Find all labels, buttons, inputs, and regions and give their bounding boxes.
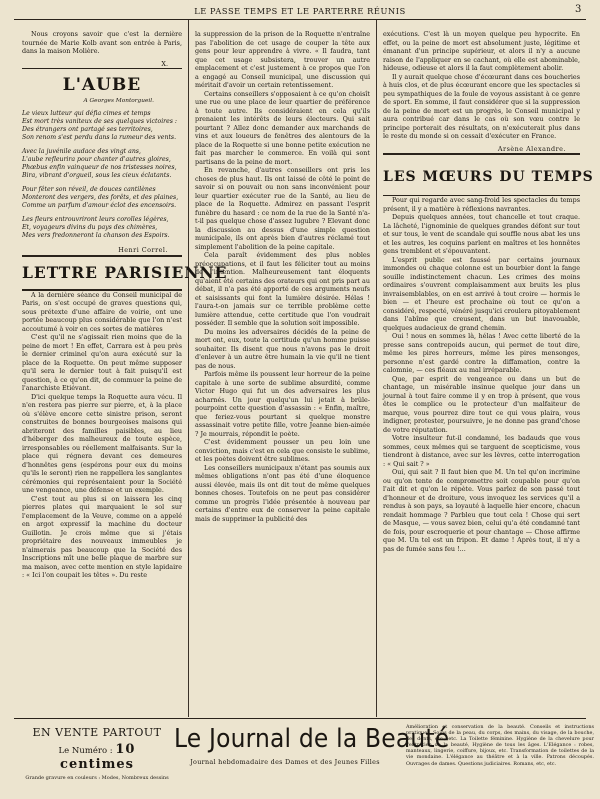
aube-title: L'AUBE [22,68,182,95]
article-paragraph: C'est tout au plus si on laissera les cinq pierres plates qui marquaient le sol sur l'emplacement de la Veuve, comme on a appelé en argot expressif la machine du docteur Guillotin. Je crois même que si j'étais propriétaire des nouveaux immeubles je n'aimerais pas beaucoup que la Société des Inscriptions mît une belle plaque de marbre sur ma maison, avec cette mention en style lapidaire : « Ici l'on coupait les têtes ». Du reste [22,494,182,579]
article-paragraph: Certains conseillers s'opposaient à ce qu'on choisît une rue ou une place de leur quartier de préférence à toute autre. Ils considéraient en cela qu'ils prenaient les intérêts de leurs électeurs. Qui sait pourtant ? Allez donc demander aux marchands de vins et aux loueurs de fenêtres des alentours de la place de la Roquette si une bonne petite exécution ne fait pas marcher le commerce. En voilà qui sont partisans de la peine de mort. [195,89,370,166]
footer-rule [14,718,586,719]
article-signature: Arsène Alexandre. [497,144,566,153]
header-title: LE PASSE TEMPS ET LE PARTERRE RÉUNIS [194,5,406,16]
ad-title-block [174,722,450,766]
article-paragraph: Les conseillers municipaux n'étant pas soumis aux mêmes obligations n'ont pas été d'une éloquence aussi élevée, mais ils ont dit tout de même quelques bonnes choses. Toutefois on ne peut pas considérer comme un progrès l'idée présentée à nouveau par certains d'entre eux de conserver la peine capitale mais de supprimer la publicité des [195,463,370,523]
article-paragraph: Depuis quelques années, tout chancelle et tout craque. La lâcheté, l'ignominie de quelques grandes défont sur tout et sur tous, le vent de scandale qui souffle nous abat les uns et les autres, les coquins parlent en maîtres et les honnêtes gens tremblent et s'épouvantent. [383,213,580,255]
poem-line: Le vieux lutteur qui défia cimes et temps [22,110,151,117]
column-1 [22,22,228,717]
running-header [14,4,586,17]
column-divider-1 [188,20,189,717]
poem-line: Avec la juvénile audace des vingt ans, [22,148,141,155]
intro-paragraph: Nous croyons savoir que c'est la dernière tournée de Marie Kolb avant son entrée à Paris, dans la maison Molière. [22,30,182,55]
poem-line: Monteront des vergers, des forêts, et des plaines, [22,194,179,201]
article-paragraph: Cela paraît évidemment des plus nobles préoccupations, et il faut les féliciter tout au moins de l'intention. Malheureusement tant éloquents qu'aient été certains des orateurs qui ont pris part au débat, il n'a pas été apporté de ces arguments neufs et saisissants qui font la lumière désirée. Hélas ! l'aura-t-on jamais sur ce terrible problème cette lumière attendue, cette certitude que l'on voudrait posséder. Il semble que la solution soit impossible. [195,251,370,327]
gravures-note: Grande gravure en couleurs : Modes, Nombreux dessins [25,775,169,781]
poem-line: Des étrangers ont partagé ses territoires, [22,126,153,133]
article-paragraph: Que, par esprit de vengeance ou dans un but de chantage, un misérable insinue quelque jour dans un journal à tout faire comme il y en trop à présent, que vous êtes le complice ou le protecteur d'un malfaiteur de marque, vous pourrez dire tout ce qui vous plaira, vous indigner, protester, poursuivre, je ne donne pas grand'chose de votre réputation. [383,374,580,434]
journal-de-la-beaute-title: Le Journal de la Beauté [174,724,450,754]
article-paragraph: Il y aurait quelque chose d'écœurant dans ces boucheries à huis clos, et de plus écœurant encore que les spectacles si peu sympathiques de la foule de voyous assistant à ce genre de sport. En somme, il faut considérer que si la suppression de la peine de mort est un progrès, le Conseil municipal y aura contribué car dans le cas où son vœu contre le principe porterait des résultats, on n'exécuterait plus dans le reste du monde si on cessait d'exécuter en France. [383,72,580,140]
ad-left-block [22,726,172,781]
article-paragraph: exécutions. C'est là un moyen quelque peu hypocrite. En effet, ou la peine de mort est absolument juste, légitime et émanant d'un principe supérieur, et alors il n'y a aucune raison de l'appliquer en se cachant, où elle est abominable, hideuse, odieuse et alors il la faut complètement abolir. [383,30,580,72]
poem-line: Et, voyageurs divins du pays des chimères, [22,224,158,231]
poem-line: Son renom s'est perdu dans la rumeur des vents. [22,134,177,141]
numero-price: 10 centimes [60,742,136,772]
article-paragraph: Parfois même ils poussent leur horreur de la peine capitale à une sorte de sublime absurdité, comme Victor Hugo qui fut un des adversaires les plus acharnés. Un jour quelqu'un lui jetait à brûle-pourpoint cette question d'assassin : « Enfin, maître, que feriez-vous pourtant si quelque monstre assassinait votre petite fille, votre Jeanne bien-aimée ? Je mourrais, répondit le poète. [195,370,370,438]
poem-line: Mes vers fredonneront la chanson des Espoirs. [22,232,170,239]
column-divider-2 [376,20,377,717]
article-paragraph: la suppression de la prison de la Roquette n'entraîne pas l'abolition de cet usage de couper la tête aux gens pour leur apprendre à vivre. « Il faudra, tant que cet usage subsistera, trouver un autre emplacement et c'est justement à ce propos que l'on a engagé au Conseil municipal, une discussion qui méritait d'avoir un certain retentissement. [195,30,370,89]
column-3 [383,22,594,717]
moeurs-du-temps-title: LES MŒURS DU TEMPS [383,153,580,196]
poem-line: Les fleurs entrouvriront leurs corolles légères, [22,216,169,223]
article-paragraph: Oui ! nous en sommes là, hélas ! Avec cette liberté de la presse sans contrepoids aucun, qui permet de tout dire, même les pires horreurs, même les pires mensonges, personne n'est gardé contre la diffamation, contre la calomnie, — ces fléaux au mal irréparable. [383,332,580,374]
poem-stanza [22,148,182,180]
footer-advertisement [14,720,594,792]
numero-label: Le Numéro : [58,746,113,756]
poem-stanza [22,186,182,210]
article-paragraph: D'ici quelque temps la Roquette aura vécu. Il n'en restera pas pierre sur pierre, et, à la place où s'élève encore cette sinistre prison, seront construites de bonnes bourgeoises maisons qui abriteront des familles paisibles, au lieu d'héberger des malheureux de toute espèce, irresponsables ou réellement malfaisants. Sur la place qui régnera devant ces demeures d'honnêtes gens (espérons pour eux du moins qu'ils le seront) rien ne rappellera les sanglantes cérémonies qui représentaient pour la Société une vengeance, une défense et un exemple. [22,392,182,494]
poem-line: Est mort très vaniteux de ses quelques victoires : [22,118,178,125]
lettre-parisienne-title: LETTRE PARISIENNE [22,255,182,291]
en-vente-partout: EN VENTE PARTOUT [32,726,162,739]
poem-line: Comme un parfum d'amour éclot des encensoirs. [22,202,177,209]
article-paragraph: C'est évidemment pousser un peu loin une conviction, mais c'est en cela que consiste le sublime, et les poètes doivent être sublimes. [195,438,370,463]
page-number: 3 [575,4,582,15]
poem-stanza [22,110,182,142]
header-rule [14,19,586,20]
article-paragraph: L'esprit public est faussé par certains journaux immondes où chaque colonne est un bourbier dont la fange souille indistinctement chacun. Les crimes des moins ordinaires s'ouvrent complaisamment aux bruits les plus invraisemblables, on en est arrivé à tout croire — hormis le bien — et l'heure est prochaine où tout ce qu'on a considéré, respecté, vénéré jusqu'ici croulera pitoyablement dans l'abîme que creusent, dans un but inavouable, quelques audacieux de grand chemin. [383,255,580,332]
article-paragraph: Pour qui regarde avec sang-froid les spectacles du temps présent, il y a matière à réflexions navrantes. [383,196,580,213]
article-paragraph: Du moins les adversaires décidés de la peine de mort ont, eux, toute la certitude qu'un homme puisse souhaiter. Ils disent que nous n'avons pas le droit d'enlever à un autre être humain la vie qu'il ne tient pas de nous. [195,327,370,370]
poem-line: Bira, vibrant d'orgueil, sous les cieux éclatants. [22,172,172,179]
poem-stanza [22,216,182,240]
poem-line: L'aube refleurira pour chanter d'autres gloires, [22,156,171,163]
aube-poem [22,110,182,240]
ad-description: Amélioration et conservation de la beauté. Conseils et instructions pratiques. Soins de la peau, du corps, des mains, du visage, de la bouche, des dents, etc., etc. La Toilette féminine. Hygiène de la chevelure pour l'entretien de la beauté, Hygiène de tous les âges. L'Elégance : robes, manteaux, lingerie, coiffure, bijoux, etc. Transformation de toilettes de la vie mondaine. L'élégance au théâtre et à la ville. Patrons découpés. Ouvrages de dames. Questions judiciaires. Romans, etc, etc. [406,724,594,767]
aube-signature: Henri Correl. [118,246,168,254]
column-2 [195,22,370,717]
price-line [22,742,172,772]
journal-subtitle: Journal hebdomadaire des Dames et des Jeunes Filles [190,758,380,766]
article-paragraph: C'est qu'il ne s'agissait rien moins que de la peine de mort ! En effet, Carrara est à peu près le dernier criminel qu'on aura exécuté sur la place de la Roquette. On peut même supposer qu'il sera le dernier tout à fait puisqu'il est question, à ce qu'on dit, de commuer la peine de l'anarchiste Etiévant. [22,333,182,392]
aube-dedication: A Georges Montorgueil. [83,98,154,104]
intro-signature: X. [161,59,168,68]
poem-line: Pour fêter son réveil, de douces cantilènes [22,186,156,193]
article-paragraph: Votre insulteur fut-il condamné, les badauds que vous sommes, ceux mêmes qui se targuent de scepticisme, vous tiendront à distance, avec sur les lèvres, cette interrogation : « Qui sait ? » [383,434,580,468]
article-paragraph: En revanche, d'autres conseillers ont pris les choses de plus haut. Ils ont laissé de côté le point de savoir si on pouvait ou non sans inconvénient pour leur quartier exécuter rue de la Santé, au lieu de place de la Roquette. Admirez en passant l'esprit funèbre du hasard : ce nom de la rue de la Santé n'a-t-il pas quelque chose d'assez lugubre ? Elevant donc la discussion au dessus d'une simple question municipale, ils ont après bien d'autres réclamé tout simplement l'abolition de la peine capitale. [195,166,370,251]
poem-line: Phœbus enfin vainqueur de nos tristesses noires, [22,164,177,171]
article-paragraph: A la dernière séance du Conseil municipal de Paris, on s'est occupé de graves questions qui, sous prétexte d'une affaire de voirie, ont une portée beaucoup plus considérable que l'on n'est accoutumé à voir en ces sortes de matières [22,290,182,333]
article-paragraph: Oui, qui sait ? Il faut bien que M. Un tel qu'on incrimine ou qu'on tente de compromettre soit coupable pour qu'on l'ait dit et qu'on le répète. Vous parlez de son passé tout d'honneur et de droiture, vous invoquez les services qu'il a rendus à son pays, sa loyauté à laquelle hier encore, chacun rendait hommage ? Parbleu que tout cela ! Chose qui sert de Masque, — vous savez bien, celui qu'a été condamné tant de fois, pour escroquerie et pour chantage — Chose affirme que M. Un tel est un fripon. Et dame ! Après tout, il n'y a pas de fumée sans feu !... [383,468,580,553]
